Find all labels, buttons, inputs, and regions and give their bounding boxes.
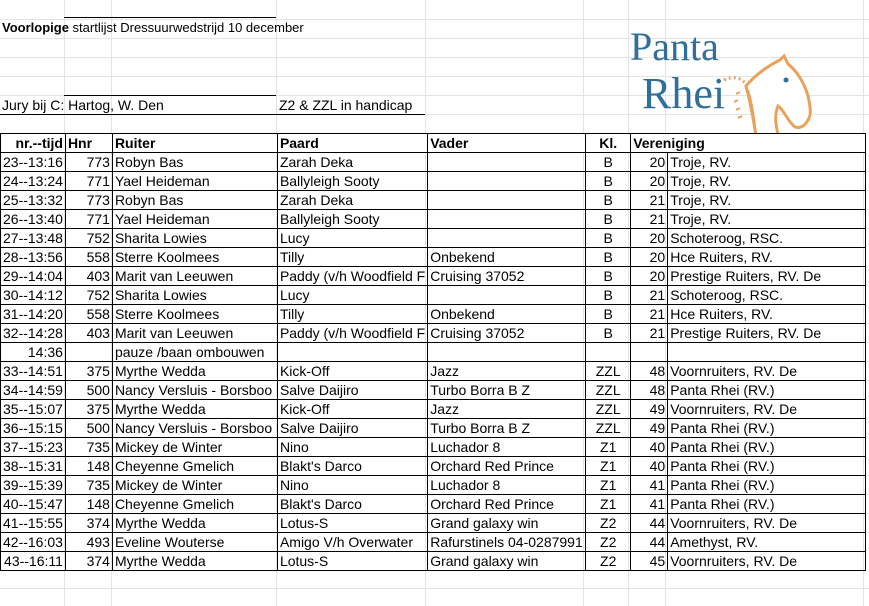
cell-horse[interactable]: Kick-Off: [277, 400, 427, 419]
cell-sire[interactable]: [428, 229, 586, 248]
cell-rider[interactable]: Cheyenne Gmelich: [112, 457, 277, 476]
cell-hnr[interactable]: 493: [65, 533, 112, 552]
cell-club[interactable]: Troje, RV.: [668, 172, 866, 191]
cell-time[interactable]: 41--15:55: [1, 514, 66, 533]
cell-sire[interactable]: Rafurstinels 04-0287991: [428, 533, 586, 552]
cell-sire[interactable]: Jazz: [428, 400, 586, 419]
cell-rider[interactable]: Marit van Leeuwen: [112, 324, 277, 343]
cell-class[interactable]: Z1: [586, 495, 631, 514]
cell-rider[interactable]: Nancy Versluis - Borsboo: [112, 419, 277, 438]
page-title[interactable]: [2, 20, 304, 35]
cell-class[interactable]: B: [586, 286, 631, 305]
cell-sire[interactable]: [428, 153, 586, 172]
cell-horse[interactable]: Lotus-S: [277, 552, 427, 571]
table-row: [1, 438, 866, 457]
table-row: [1, 305, 866, 324]
cell-rider[interactable]: pauze /baan ombouwen: [112, 343, 277, 362]
cell-rider[interactable]: Cheyenne Gmelich: [112, 495, 277, 514]
cell-horse[interactable]: Tilly: [277, 248, 427, 267]
cell-sire[interactable]: [428, 210, 586, 229]
table-row: [1, 400, 866, 419]
cell-sire[interactable]: [428, 286, 586, 305]
cell-horse[interactable]: Nino: [277, 476, 427, 495]
cell-time[interactable]: 34--14:59: [1, 381, 66, 400]
cell-time[interactable]: 39--15:39: [1, 476, 66, 495]
cell-class[interactable]: B: [586, 172, 631, 191]
cell-test-number[interactable]: 45: [631, 552, 668, 571]
header-club[interactable]: Vereniging: [631, 134, 866, 153]
cell-club[interactable]: Troje, RV.: [668, 191, 866, 210]
cell-rider[interactable]: Myrthe Wedda: [112, 552, 277, 571]
cell-class[interactable]: Z1: [586, 457, 631, 476]
cell-club[interactable]: Hce Ruiters, RV.: [668, 305, 866, 324]
cell-time[interactable]: 24--13:24: [1, 172, 66, 191]
cell-sire[interactable]: Grand galaxy win: [428, 552, 586, 571]
cell-rider[interactable]: Marit van Leeuwen: [112, 267, 277, 286]
cell-sire[interactable]: Jazz: [428, 362, 586, 381]
cell-sire[interactable]: Cruising 37052: [428, 267, 586, 286]
cell-time[interactable]: 28--13:56: [1, 248, 66, 267]
cell-club[interactable]: Hce Ruiters, RV.: [668, 248, 866, 267]
cell-class[interactable]: Z1: [586, 476, 631, 495]
cell-rider[interactable]: Myrthe Wedda: [112, 514, 277, 533]
cell-hnr[interactable]: 773: [65, 153, 112, 172]
cell-sire[interactable]: Luchador 8: [428, 438, 586, 457]
cell-club[interactable]: Prestige Ruiters, RV. De: [668, 267, 866, 286]
cell-hnr[interactable]: 375: [65, 362, 112, 381]
cell-hnr[interactable]: 375: [65, 400, 112, 419]
cell-border: [64, 17, 276, 18]
cell-sire[interactable]: [428, 343, 586, 362]
cell-horse[interactable]: Kick-Off: [277, 362, 427, 381]
logo-graphic: [628, 20, 818, 142]
cell-club[interactable]: Panta Rhei (RV.): [668, 438, 866, 457]
cell-time[interactable]: 14:36: [1, 343, 66, 362]
cell-club[interactable]: Schoteroog, RSC.: [668, 229, 866, 248]
cell-test-number[interactable]: 21: [631, 305, 668, 324]
cell-hnr[interactable]: 558: [65, 305, 112, 324]
cell-club[interactable]: Panta Rhei (RV.): [668, 381, 866, 400]
cell-class[interactable]: Z2: [586, 552, 631, 571]
cell-class[interactable]: B: [586, 248, 631, 267]
header-horse[interactable]: Paard: [277, 134, 427, 153]
jury-label[interactable]: Jury bij C: Hartog, W. Den: [2, 97, 164, 113]
cell-hnr[interactable]: 752: [65, 286, 112, 305]
cell-rider[interactable]: Yael Heideman: [112, 210, 277, 229]
cell-club[interactable]: Panta Rhei (RV.): [668, 495, 866, 514]
cell-time[interactable]: 26--13:40: [1, 210, 66, 229]
cell-hnr[interactable]: 771: [65, 172, 112, 191]
cell-test-number[interactable]: 49: [631, 400, 668, 419]
cell-hnr[interactable]: 735: [65, 438, 112, 457]
cell-hnr[interactable]: 752: [65, 229, 112, 248]
logo-line1: Panta: [630, 24, 719, 69]
cell-club[interactable]: Panta Rhei (RV.): [668, 476, 866, 495]
class-note[interactable]: Z2 & ZZL in handicap: [279, 97, 413, 113]
cell-horse[interactable]: Salve Daijiro: [277, 419, 427, 438]
cell-time[interactable]: 42--16:03: [1, 533, 66, 552]
cell-class[interactable]: B: [586, 305, 631, 324]
cell-club[interactable]: Troje, RV.: [668, 210, 866, 229]
cell-class[interactable]: B: [586, 229, 631, 248]
cell-club[interactable]: Schoteroog, RSC.: [668, 286, 866, 305]
cell-border: [64, 95, 276, 96]
table-row: [1, 362, 866, 381]
cell-class[interactable]: B: [586, 153, 631, 172]
cell-class[interactable]: Z2: [586, 514, 631, 533]
cell-test-number[interactable]: 44: [631, 533, 668, 552]
cell-class[interactable]: [586, 343, 631, 362]
cell-test-number[interactable]: 49: [631, 419, 668, 438]
table-row: [1, 248, 866, 267]
cell-club[interactable]: Voornruiters, RV. De: [668, 362, 866, 381]
cell-rider[interactable]: Robyn Bas: [112, 153, 277, 172]
cell-horse[interactable]: Lotus-S: [277, 514, 427, 533]
table-row: [1, 495, 866, 514]
table-row: [1, 153, 866, 172]
cell-sire[interactable]: Onbekend: [428, 248, 586, 267]
table-row: [1, 172, 866, 191]
cell-class[interactable]: ZZL: [586, 362, 631, 381]
cell-horse[interactable]: Paddy (v/h Woodfield F: [277, 324, 427, 343]
cell-test-number[interactable]: 40: [631, 438, 668, 457]
cell-club[interactable]: Panta Rhei (RV.): [668, 419, 866, 438]
cell-hnr[interactable]: 148: [65, 457, 112, 476]
title-bold: Voorlopige: [2, 20, 69, 35]
cell-rider[interactable]: Myrthe Wedda: [112, 362, 277, 381]
cell-test-number[interactable]: 41: [631, 476, 668, 495]
cell-time[interactable]: 38--15:31: [1, 457, 66, 476]
cell-rider[interactable]: Yael Heideman: [112, 172, 277, 191]
cell-rider[interactable]: Sterre Koolmees: [112, 305, 277, 324]
cell-rider[interactable]: Sharita Lowies: [112, 286, 277, 305]
cell-rider[interactable]: Mickey de Winter: [112, 438, 277, 457]
cell-test-number[interactable]: 44: [631, 514, 668, 533]
cell-hnr[interactable]: 148: [65, 495, 112, 514]
mane-decoration: [724, 78, 746, 84]
cell-club[interactable]: Prestige Ruiters, RV. De: [668, 324, 866, 343]
cell-time[interactable]: 40--15:47: [1, 495, 66, 514]
cell-test-number[interactable]: 48: [631, 362, 668, 381]
cell-hnr[interactable]: 558: [65, 248, 112, 267]
cell-time[interactable]: 36--15:15: [1, 419, 66, 438]
cell-hnr[interactable]: 773: [65, 191, 112, 210]
cell-rider[interactable]: Sharita Lowies: [112, 229, 277, 248]
cell-test-number[interactable]: 21: [631, 210, 668, 229]
cell-club[interactable]: Voornruiters, RV. De: [668, 400, 866, 419]
table-row: [1, 476, 866, 495]
cell-time[interactable]: 29--14:04: [1, 267, 66, 286]
cell-hnr[interactable]: 500: [65, 419, 112, 438]
header-sire[interactable]: Vader: [428, 134, 586, 153]
cell-horse[interactable]: Tilly: [277, 305, 427, 324]
cell-horse[interactable]: Lucy: [277, 286, 427, 305]
cell-test-number[interactable]: 20: [631, 229, 668, 248]
cell-club[interactable]: Voornruiters, RV. De: [668, 514, 866, 533]
cell-class[interactable]: Z2: [586, 533, 631, 552]
cell-horse[interactable]: Salve Daijiro: [277, 381, 427, 400]
cell-rider[interactable]: Myrthe Wedda: [112, 400, 277, 419]
cell-horse[interactable]: Nino: [277, 438, 427, 457]
cell-time[interactable]: 43--16:11: [1, 552, 66, 571]
cell-sire[interactable]: Orchard Red Prince: [428, 457, 586, 476]
cell-hnr[interactable]: 403: [65, 267, 112, 286]
cell-class[interactable]: ZZL: [586, 381, 631, 400]
table-row: [1, 324, 866, 343]
cell-test-number[interactable]: 21: [631, 191, 668, 210]
cell-border: [0, 114, 276, 115]
cell-rider[interactable]: Eveline Wouterse: [112, 533, 277, 552]
cell-time[interactable]: 23--13:16: [1, 153, 66, 172]
cell-hnr[interactable]: 771: [65, 210, 112, 229]
table-row: [1, 419, 866, 438]
cell-class[interactable]: Z1: [586, 438, 631, 457]
cell-class[interactable]: B: [586, 324, 631, 343]
table-row: [1, 552, 866, 571]
cell-sire[interactable]: Turbo Borra B Z: [428, 419, 586, 438]
cell-time[interactable]: 31--14:20: [1, 305, 66, 324]
cell-test-number[interactable]: 40: [631, 457, 668, 476]
cell-sire[interactable]: [428, 172, 586, 191]
cell-rider[interactable]: Nancy Versluis - Borsboo: [112, 381, 277, 400]
header-time[interactable]: nr.--tijd: [1, 134, 66, 153]
table-header-row: [1, 134, 866, 153]
cell-time[interactable]: 27--13:48: [1, 229, 66, 248]
cell-horse[interactable]: Blakt's Darco: [277, 457, 427, 476]
cell-class[interactable]: B: [586, 191, 631, 210]
cell-class[interactable]: ZZL: [586, 419, 631, 438]
cell-class[interactable]: B: [586, 210, 631, 229]
cell-horse[interactable]: [277, 343, 427, 362]
cell-club[interactable]: Panta Rhei (RV.): [668, 457, 866, 476]
header-class[interactable]: Kl.: [586, 134, 631, 153]
header-hnr[interactable]: Hnr: [65, 134, 112, 153]
cell-time[interactable]: 35--15:07: [1, 400, 66, 419]
cell-sire[interactable]: Turbo Borra B Z: [428, 381, 586, 400]
cell-time[interactable]: 32--14:28: [1, 324, 66, 343]
cell-rider[interactable]: Robyn Bas: [112, 191, 277, 210]
table-row: [1, 267, 866, 286]
cell-test-number[interactable]: 48: [631, 381, 668, 400]
cell-hnr[interactable]: [65, 343, 112, 362]
panta-rhei-logo: [628, 20, 818, 142]
cell-horse[interactable]: Amigo V/h Overwater: [277, 533, 427, 552]
cell-test-number[interactable]: 21: [631, 286, 668, 305]
cell-test-number[interactable]: 20: [631, 248, 668, 267]
table-row: [1, 514, 866, 533]
cell-rider[interactable]: Sterre Koolmees: [112, 248, 277, 267]
cell-hnr[interactable]: 403: [65, 324, 112, 343]
cell-horse[interactable]: Ballyleigh Sooty: [277, 210, 427, 229]
cell-horse[interactable]: Lucy: [277, 229, 427, 248]
cell-test-number[interactable]: [631, 343, 668, 362]
cell-horse[interactable]: Blakt's Darco: [277, 495, 427, 514]
cell-horse[interactable]: Zarah Deka: [277, 153, 427, 172]
horse-head-icon: [734, 56, 810, 136]
cell-sire[interactable]: Onbekend: [428, 305, 586, 324]
table-row: [1, 457, 866, 476]
header-rider[interactable]: Ruiter: [112, 134, 277, 153]
cell-time[interactable]: 25--13:32: [1, 191, 66, 210]
cell-sire[interactable]: Orchard Red Prince: [428, 495, 586, 514]
cell-club[interactable]: Amethyst, RV.: [668, 533, 866, 552]
cell-border: [276, 114, 425, 115]
table-row: [1, 210, 866, 229]
table-row: [1, 533, 866, 552]
cell-sire[interactable]: Luchador 8: [428, 476, 586, 495]
cell-test-number[interactable]: 21: [631, 324, 668, 343]
cell-club[interactable]: Voornruiters, RV. De: [668, 552, 866, 571]
cell-class[interactable]: ZZL: [586, 400, 631, 419]
cell-club[interactable]: [668, 343, 866, 362]
cell-hnr[interactable]: 374: [65, 514, 112, 533]
cell-sire[interactable]: Cruising 37052: [428, 324, 586, 343]
cell-club[interactable]: Troje, RV.: [668, 153, 866, 172]
cell-rider[interactable]: Mickey de Winter: [112, 476, 277, 495]
cell-sire[interactable]: Grand galaxy win: [428, 514, 586, 533]
startlist-table: [0, 133, 866, 571]
gridline: [0, 588, 869, 589]
cell-hnr[interactable]: 374: [65, 552, 112, 571]
cell-sire[interactable]: [428, 191, 586, 210]
cell-hnr[interactable]: 500: [65, 381, 112, 400]
cell-test-number[interactable]: 20: [631, 267, 668, 286]
cell-time[interactable]: 30--14:12: [1, 286, 66, 305]
cell-test-number[interactable]: 20: [631, 172, 668, 191]
cell-time[interactable]: 37--15:23: [1, 438, 66, 457]
cell-test-number[interactable]: 41: [631, 495, 668, 514]
cell-class[interactable]: B: [586, 267, 631, 286]
cell-test-number[interactable]: 20: [631, 153, 668, 172]
cell-horse[interactable]: Paddy (v/h Woodfield F: [277, 267, 427, 286]
table-row: [1, 381, 866, 400]
table-row: [1, 286, 866, 305]
title-rest: startlijst Dressuurwedstrijd 10 december: [68, 20, 304, 35]
cell-hnr[interactable]: 735: [65, 476, 112, 495]
cell-horse[interactable]: Zarah Deka: [277, 191, 427, 210]
cell-time[interactable]: 33--14:51: [1, 362, 66, 381]
table-row: [1, 191, 866, 210]
table-row: [1, 229, 866, 248]
pause-row: [1, 343, 866, 362]
cell-horse[interactable]: Ballyleigh Sooty: [277, 172, 427, 191]
logo-line2: Rhei: [642, 69, 726, 118]
